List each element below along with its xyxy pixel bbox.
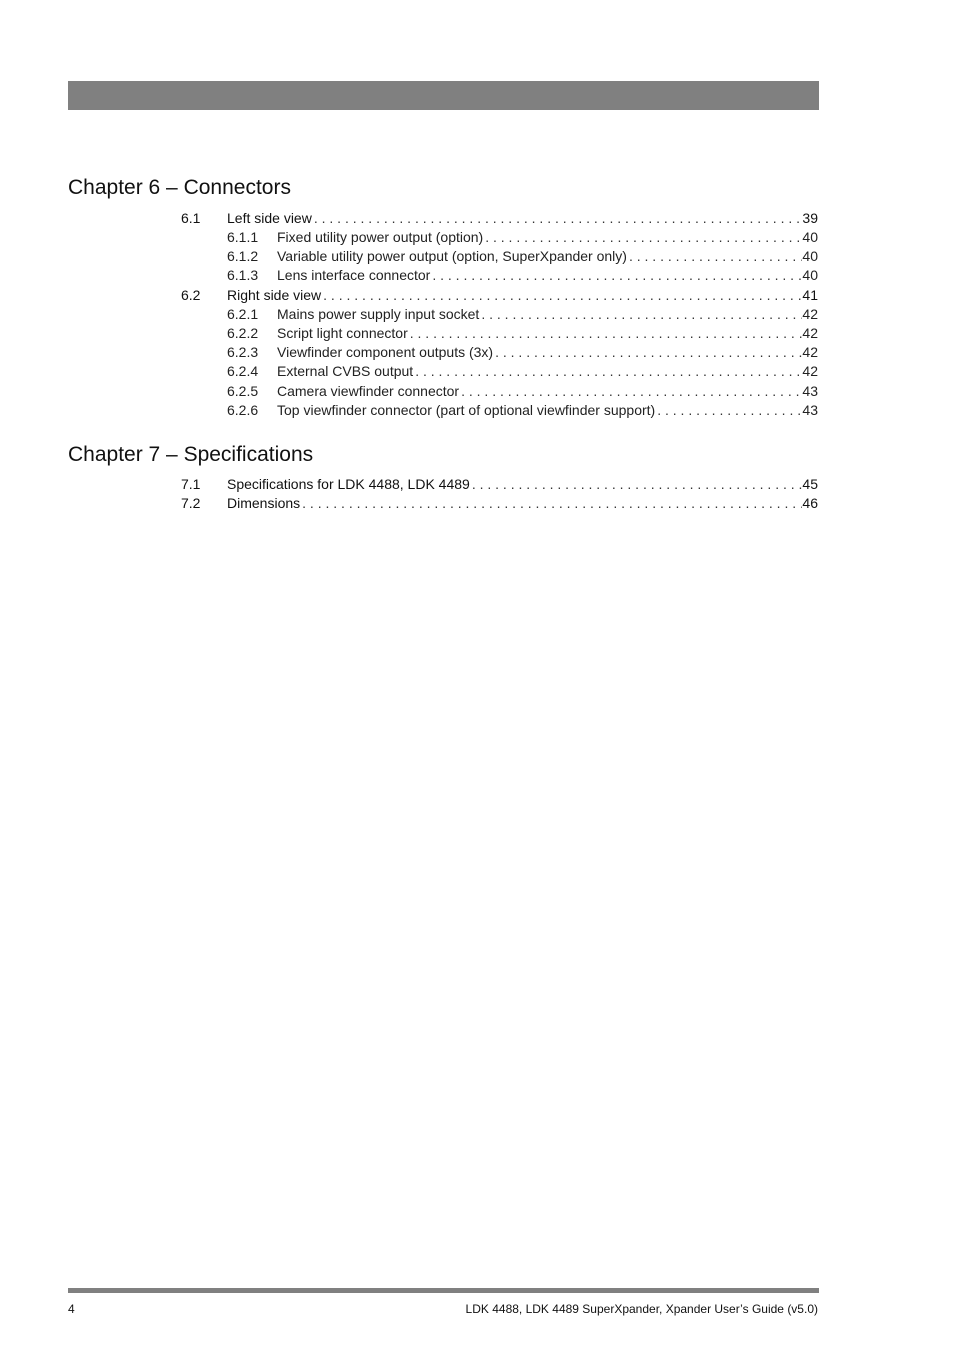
toc-leader [321,286,802,305]
toc-entry-6-2[interactable] [0,286,954,305]
toc-entry-6-2-1[interactable] [0,305,954,324]
toc-leader [459,382,802,401]
toc-leader [627,247,802,266]
toc-page: 42 [802,306,818,322]
toc-leader [479,305,802,324]
toc-page: 43 [802,402,818,418]
toc-entry-6-2-3[interactable] [0,343,954,362]
toc-number: 6.1 [181,210,201,226]
footer-page-number: 4 [68,1302,75,1316]
header-bar [68,81,819,110]
toc-number: 6.2.2 [227,325,259,341]
toc-page: 40 [802,229,818,245]
toc-title: Right side view [227,287,322,303]
toc-number: 6.2.3 [227,344,259,360]
toc-page: 42 [802,344,818,360]
footer-document-title: LDK 4488, LDK 4489 SuperXpander, Xpander User’s Guide (v5.0) [465,1302,818,1316]
toc-leader [655,401,802,420]
toc-page: 40 [802,267,818,283]
toc-entry-6-1[interactable] [0,209,954,228]
toc-title: Left side view [227,210,312,226]
toc-number: 7.2 [181,495,201,511]
toc-entry-6-1-3[interactable] [0,266,954,285]
toc-page: 42 [802,325,818,341]
toc-title: Viewfinder component outputs (3x) [277,344,494,360]
toc-page: 43 [802,383,818,399]
chapter-7-title: Chapter 7 – Specifications [68,443,314,466]
toc-page: 45 [802,476,818,492]
toc-title: Script light connector [277,325,408,341]
toc-number: 6.2.1 [227,306,259,322]
toc-leader [483,228,802,247]
toc-entry-7-2[interactable] [0,494,954,513]
toc-leader [470,475,803,494]
toc-leader [493,343,802,362]
toc-title: Lens interface connector [277,267,431,283]
toc-title: External CVBS output [277,363,414,379]
toc-title: Mains power supply input socket [277,306,480,322]
toc-title: Fixed utility power output (option) [277,229,484,245]
toc-page: 39 [802,210,818,226]
toc-leader [430,266,802,285]
toc-title: Dimensions [227,495,301,511]
toc-entry-6-2-6[interactable] [0,401,954,420]
chapter-6-title: Chapter 6 – Connectors [68,176,291,199]
toc-entry-6-2-5[interactable] [0,382,954,401]
toc-number: 6.2.4 [227,363,259,379]
toc-entry-6-1-2[interactable] [0,247,954,266]
toc-page: 42 [802,363,818,379]
toc-page: 40 [802,248,818,264]
toc-entry-6-2-4[interactable] [0,362,954,381]
toc-number: 6.2.6 [227,402,259,418]
toc-title: Camera viewfinder connector [277,383,460,399]
toc-entry-7-1[interactable] [0,475,954,494]
toc-title: Top viewfinder connector (part of optional viewfinder support) [277,402,656,418]
toc-page: 46 [802,495,818,511]
toc-title: Variable utility power output (option, SuperXpander only) [277,248,627,264]
toc-page: 41 [802,287,818,303]
toc-number: 6.1.3 [227,267,259,283]
toc-leader [312,209,803,228]
toc-leader [300,494,802,513]
toc-title: Specifications for LDK 4488, LDK 4489 [227,476,470,492]
toc-leader [408,324,803,343]
toc-number: 7.1 [181,476,201,492]
toc-number: 6.2 [181,287,201,303]
toc-entry-6-1-1[interactable] [0,228,954,247]
toc-leader [413,362,802,381]
toc-number: 6.2.5 [227,383,259,399]
toc-entry-6-2-2[interactable] [0,324,954,343]
toc-number: 6.1.1 [227,229,259,245]
toc-number: 6.1.2 [227,248,259,264]
footer-bar [68,1288,819,1293]
